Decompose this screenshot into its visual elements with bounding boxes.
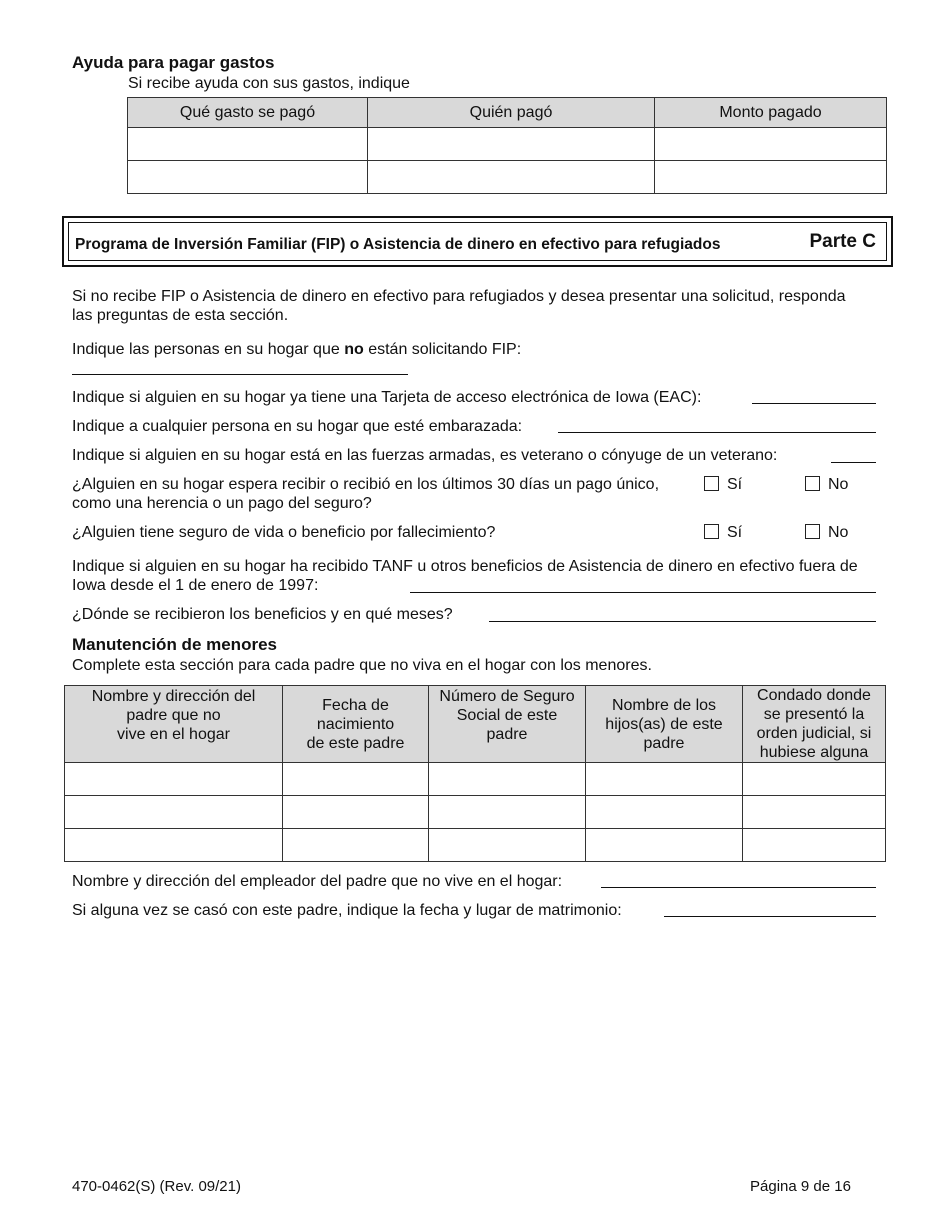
cs-cell[interactable] — [283, 763, 429, 796]
cs-cell[interactable] — [429, 796, 586, 829]
cs-cell[interactable] — [65, 796, 283, 829]
life-insurance-yes[interactable]: Sí — [704, 523, 742, 542]
cs-header-county: Condado donde se presentó la orden judicial, si hubiese alguna — [743, 686, 886, 763]
q-where: ¿Dónde se recibieron los beneficios y en qué meses? — [72, 606, 453, 623]
cs-cell[interactable] — [586, 796, 743, 829]
section-c-part: Parte C — [809, 231, 876, 252]
expenses-header-amount: Monto pagado — [655, 98, 887, 128]
eac-field[interactable] — [752, 403, 876, 404]
cs-cell[interactable] — [65, 829, 283, 862]
cs-cell[interactable] — [65, 763, 283, 796]
expenses-cell[interactable] — [128, 161, 368, 194]
expenses-header-what: Qué gasto se pagó — [128, 98, 368, 128]
page-number: Página 9 de 16 — [750, 1178, 851, 1195]
cs-cell[interactable] — [429, 763, 586, 796]
child-support-intro: Complete esta sección para cada padre que no viva en el hogar con los menores. — [72, 657, 652, 674]
where-field[interactable] — [489, 621, 876, 622]
checkbox-icon[interactable] — [805, 476, 820, 491]
section-c-intro: Si no recibe FIP o Asistencia de dinero en efectivo para refugiados y desea presentar una solicitud, responda las preguntas de esta sección. — [72, 288, 846, 324]
expenses-intro: Si recibe ayuda con sus gastos, indique — [128, 75, 410, 92]
checkbox-icon[interactable] — [704, 524, 719, 539]
q-life-insurance: ¿Alguien tiene seguro de vida o beneficio por fallecimiento? — [72, 524, 496, 541]
table-row — [65, 796, 886, 829]
cs-cell[interactable] — [586, 829, 743, 862]
table-row — [65, 763, 886, 796]
cs-cell[interactable] — [743, 796, 886, 829]
q-military: Indique si alguien en su hogar está en las fuerzas armadas, es veterano o cónyuge de un veterano: — [72, 447, 778, 464]
expenses-table — [127, 97, 887, 194]
life-insurance-no[interactable]: No — [805, 523, 848, 542]
expenses-cell[interactable] — [368, 128, 655, 161]
cs-header-children: Nombre de los hijos(as) de este padre — [586, 686, 743, 763]
q-marriage: Si alguna vez se casó con este padre, indique la fecha y lugar de matrimonio: — [72, 902, 622, 919]
checkbox-icon[interactable] — [704, 476, 719, 491]
section-c-box — [62, 216, 893, 267]
marriage-field[interactable] — [664, 916, 876, 917]
form-number: 470-0462(S) (Rev. 09/21) — [72, 1178, 241, 1195]
cs-header-dob: Fecha de nacimiento de este padre — [283, 686, 429, 763]
q-not-applying: Indique las personas en su hogar que no están solicitando FIP: — [72, 341, 522, 358]
table-row — [65, 829, 886, 862]
q-pregnant: Indique a cualquier persona en su hogar que esté embarazada: — [72, 418, 523, 435]
not-applying-field[interactable] — [72, 374, 408, 375]
cs-header-name: Nombre y dirección del padre que no vive en el hogar — [65, 686, 283, 763]
tanf-field[interactable] — [410, 592, 876, 593]
cs-cell[interactable] — [586, 763, 743, 796]
child-support-table — [64, 685, 886, 862]
q-tanf: Indique si alguien en su hogar ha recibido TANF u otros beneficios de Asistencia de dinero en efectivo fuera de Iowa desde el 1 de enero de 1997: — [72, 558, 858, 594]
lump-sum-no[interactable]: No — [805, 475, 848, 494]
cs-cell[interactable] — [283, 829, 429, 862]
employer-field[interactable] — [601, 887, 876, 888]
expenses-cell[interactable] — [368, 161, 655, 194]
expenses-cell[interactable] — [655, 128, 887, 161]
child-support-heading: Manutención de menores — [72, 635, 277, 654]
lump-sum-yes[interactable]: Sí — [704, 475, 742, 494]
q-employer: Nombre y dirección del empleador del padre que no vive en el hogar: — [72, 873, 563, 890]
expenses-cell[interactable] — [655, 161, 887, 194]
cs-header-ssn: Número de Seguro Social de este padre — [429, 686, 586, 763]
section-c-title: Programa de Inversión Familiar (FIP) o Asistencia de dinero en efectivo para refugiados — [75, 236, 721, 253]
pregnant-field[interactable] — [558, 432, 876, 433]
expenses-cell[interactable] — [128, 128, 368, 161]
expenses-heading: Ayuda para pagar gastos — [72, 53, 275, 72]
expenses-header-who: Quién pagó — [368, 98, 655, 128]
cs-cell[interactable] — [743, 829, 886, 862]
table-row — [128, 128, 887, 161]
cs-cell[interactable] — [429, 829, 586, 862]
military-field[interactable] — [831, 462, 876, 463]
checkbox-icon[interactable] — [805, 524, 820, 539]
q-eac: Indique si alguien en su hogar ya tiene una Tarjeta de acceso electrónica de Iowa (EAC): — [72, 389, 702, 406]
cs-cell[interactable] — [743, 763, 886, 796]
table-row — [128, 161, 887, 194]
cs-cell[interactable] — [283, 796, 429, 829]
q-lump-sum: ¿Alguien en su hogar espera recibir o recibió en los últimos 30 días un pago único, como una herencia o un pago del seguro? — [72, 476, 660, 512]
